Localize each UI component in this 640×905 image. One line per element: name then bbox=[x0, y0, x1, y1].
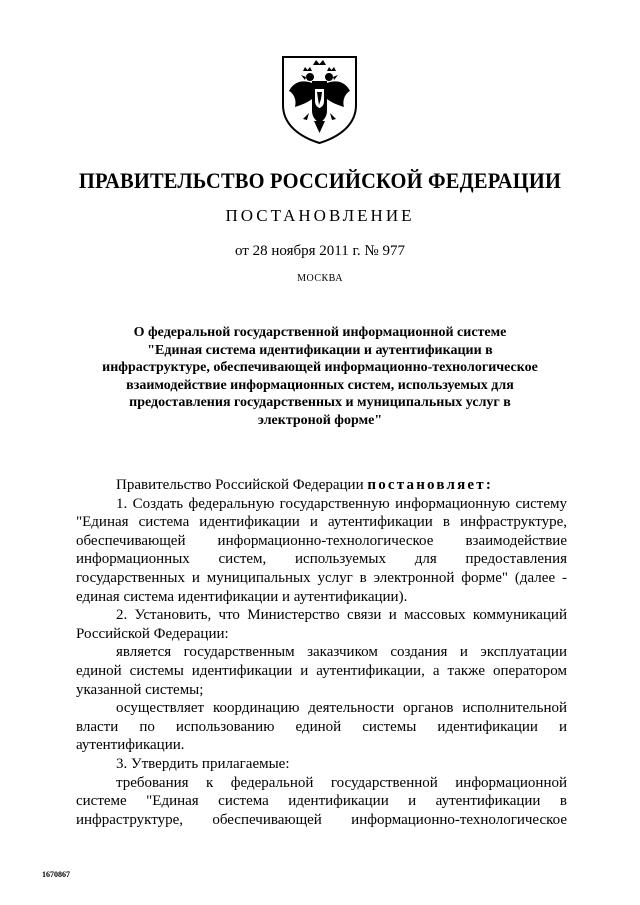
document-body bbox=[76, 476, 567, 829]
paragraph-1-line: "Единая система идентификации и аутентификации в инфраструктуре, bbox=[76, 514, 567, 531]
paragraph-1-line: единая система идентификации и аутентификации). bbox=[76, 588, 408, 605]
heading-line: О федеральной государственной информационной системе bbox=[133, 325, 507, 340]
heading-line: взаимодействие информационных систем, используемых для bbox=[126, 377, 514, 393]
decree-word: постановляет: bbox=[367, 477, 494, 493]
heading-line: "Единая система идентификации и аутентификации в bbox=[147, 342, 493, 358]
paragraph-2-line: 2. Установить, что Министерство связи и массовых коммуникаций bbox=[116, 607, 567, 624]
paragraph-1-line: обеспечивающей информационно-технологическое взаимодействие bbox=[76, 532, 567, 549]
paragraph-1-line: 1. Создать федеральную государственную информационную систему bbox=[116, 495, 567, 512]
paragraph-3a-line: системе "Единая система идентификации и аутентификации в bbox=[76, 793, 567, 810]
heading-line: электроной форме" bbox=[257, 412, 383, 428]
document-heading bbox=[64, 324, 576, 429]
coat-of-arms-icon bbox=[279, 53, 360, 145]
government-title: ПРАВИТЕЛЬСТВО РОССИЙСКОЙ ФЕДЕРАЦИИ bbox=[78, 168, 562, 193]
paragraph-2b-line: осуществляет координацию деятельности органов исполнительной bbox=[116, 700, 567, 717]
paragraph-2a-line: указанной системы; bbox=[76, 681, 204, 698]
paragraph-3a-line: требования к федеральной государственной информационной bbox=[116, 774, 567, 791]
paragraph-2a-line: является государственным заказчиком создания и эксплуатации bbox=[116, 644, 567, 661]
paragraph-2-line: Российской Федерации: bbox=[76, 625, 229, 642]
heading-line: предоставления государственных и муниципальных услуг в bbox=[129, 395, 511, 410]
paragraph-2b-line: аутентификации. bbox=[76, 737, 185, 754]
heading-line: инфраструктуре, обеспечивающей информационно-технологическое bbox=[102, 360, 538, 375]
document-type: ПОСТАНОВЛЕНИЕ bbox=[225, 206, 415, 225]
document-date-number: от 28 ноября 2011 г. № 977 bbox=[235, 243, 405, 259]
paragraph-3a-line: инфраструктуре, обеспечивающей информационно-технологическое bbox=[76, 811, 567, 828]
paragraph-2b-line: власти по использованию единой системы идентификации и bbox=[76, 718, 567, 735]
paragraph-1-line: информационных систем, используемых для предоставления bbox=[76, 551, 567, 568]
paragraph-2a-line: единой системы идентификации и аутентификации, а также оператором bbox=[76, 662, 567, 679]
intro-prefix: Правительство Российской Федерации bbox=[116, 477, 368, 493]
intro-paragraph bbox=[76, 476, 567, 495]
paragraph-3: 3. Утвердить прилагаемые: bbox=[116, 755, 290, 772]
document-code: 1670867 bbox=[42, 870, 70, 879]
paragraph-1-line: государственных и муниципальных услуг в электронной форме" (далее - bbox=[76, 569, 567, 586]
document-city: МОСКВА bbox=[297, 273, 343, 284]
